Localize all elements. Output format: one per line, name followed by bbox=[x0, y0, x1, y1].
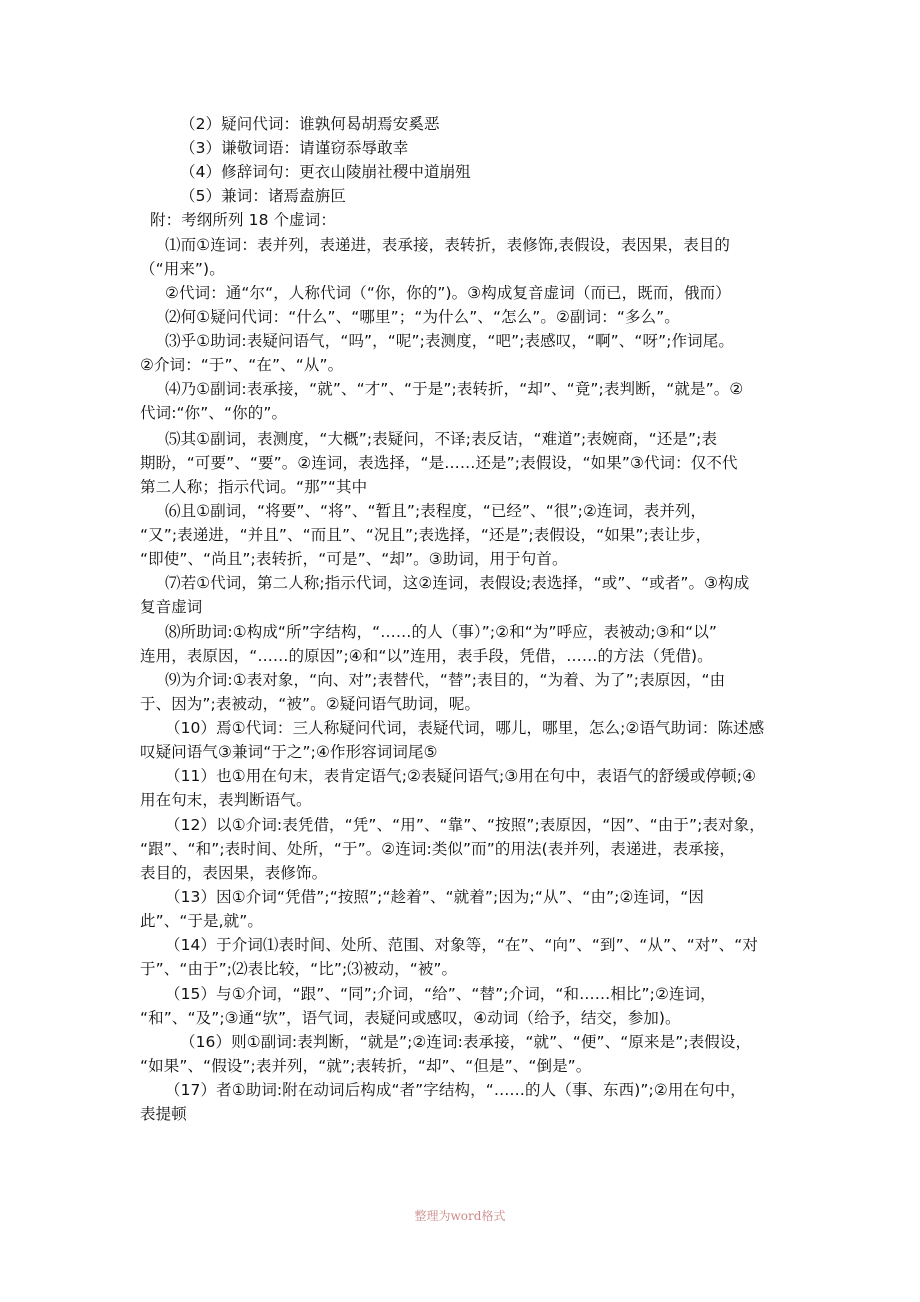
text-line: （15）与①介词，“跟”、“同”;介词，“给”、“替”;介词，“和……相比”;②连词， bbox=[165, 985, 716, 1003]
text-line: 复音虚词 bbox=[140, 598, 203, 616]
text-line: ⑷乃①副词:表承接，“就”、“才”、“于是”;表转折，“却”、“竟”;表判断，“就是”。② bbox=[165, 380, 744, 398]
text-line: “又”;表递进，“并且”、“而且”、“况且”;表选择，“还是”;表假设，“如果”;表让步， bbox=[140, 526, 712, 544]
text-line: ⑴而①连词：表并列，表递进，表承接，表转折，表修饰,表假设，表因果，表目的 bbox=[165, 236, 731, 254]
text-line: 用在句末，表判断语气。 bbox=[140, 791, 312, 809]
text-line: 于”、“由于”;⑵表比较，“比”;⑶被动，“被”。 bbox=[140, 960, 458, 978]
text-line: （4）修辞词句：更衣山陵崩社稷中道崩殂 bbox=[180, 163, 471, 181]
text-line: （“用来”)。 bbox=[140, 260, 225, 278]
text-line: ⑸其①副词，表测度，“大概”;表疑问，不译;表反诘，“难道”;表婉商，“还是”;表 bbox=[165, 430, 718, 448]
text-line: （11）也①用在句末，表肯定语气;②表疑问语气;③用在句中，表语气的舒缓或停顿;④ bbox=[165, 767, 757, 785]
text-line: ⑺若①代词，第二人称;指示代词，这②连词，表假设;表选择，“或”、“或者”。③构成 bbox=[165, 574, 750, 592]
page-footer: 整理为word格式 bbox=[414, 1209, 506, 1223]
text-line: （5）兼词：诸焉盍旃叵 bbox=[180, 187, 346, 205]
text-line: 此”、“于是,就”。 bbox=[140, 912, 264, 930]
text-line: ⑻所助词:①构成“所”字结构，“……的人（事）”;②和“为”呼应，表被动;③和“以” bbox=[165, 623, 718, 641]
text-line: ②介词：“于”、“在”、“从”。 bbox=[140, 356, 344, 374]
text-line: ⑼为介词:①表对象，“向、对”;表替代，“替”;表目的，“为着、为了”;表原因，“由 bbox=[165, 671, 726, 689]
text-line: （12）以①介词:表凭借，“凭”、“用”、“靠”、“按照”;表原因，“因”、“由于”;表对象， bbox=[165, 816, 765, 834]
text-line: ⑹且①副词，“将要”、“将”、“暂且”;表程度，“已经”、“很”;②连词，表并列， bbox=[165, 502, 707, 520]
text-line: （14）于介词⑴表时间、处所、范围、对象等，“在”、“向”、“到”、“从”、“对”、“对 bbox=[165, 936, 758, 954]
text-line: “和”、“及”;③通“欤”，语气词，表疑问或感叹，④动词（给予，结交，参加)。 bbox=[140, 1009, 681, 1027]
text-line: （2）疑问代词：谁孰何曷胡焉安奚恶 bbox=[180, 115, 440, 133]
text-line: （17）者①助词:附在动词后构成“者”字结构，“……的人（事、东西)”;②用在句中， bbox=[165, 1081, 746, 1099]
text-line: 连用，表原因，“……的原因”;④和“以”连用，表手段，凭借，……的方法（凭借)。 bbox=[140, 647, 713, 665]
text-line: ⑵何①疑问代词：“什么”、“哪里”；“为什么”、“怎么”。②副词：“多么”。 bbox=[165, 308, 680, 326]
text-line: ②代词：通“尔“，人称代词（“你，你的”)。③构成复音虚词（而已，既而，俄而） bbox=[165, 284, 731, 302]
text-line: “如果”、“假设”;表并列，“就”;表转折，“却”、“但是”、“倒是”。 bbox=[140, 1057, 592, 1075]
text-line: “跟”、“和”;表时间、处所，“于”。②连词:类似”而”的用法(表并列，表递进，表承接， bbox=[140, 840, 736, 858]
text-line: 叹疑问语气③兼词“于之”;④作形容词词尾⑤ bbox=[140, 743, 438, 761]
text-line: 代词:“你”、“你的”。 bbox=[140, 404, 288, 422]
text-line: （3）谦敬词语：请谨窃忝辱敢幸 bbox=[180, 139, 409, 157]
text-line: 附：考纲所列 18 个虚词： bbox=[150, 211, 336, 229]
text-line: （16）则①副词:表判断，“就是”;②连词:表承接，“就”、“便”、“原来是”;表假设， bbox=[180, 1033, 752, 1051]
text-line: （10）焉①代词：三人称疑问代词，表疑代词，哪儿，哪里，怎么;②语气助词：陈述感 bbox=[165, 719, 765, 737]
text-line: “即使”、“尚且”;表转折，“可是”、“却”。③助词，用于句首。 bbox=[140, 550, 568, 568]
text-line: 第二人称；指示代词。“那”“其中 bbox=[140, 478, 368, 496]
text-line: ⑶乎①助词:表疑问语气，“吗”，“呢”;表测度，“吧”;表感叹，“啊”、“呀”;作词尾。 bbox=[165, 332, 734, 350]
text-line: 于、因为”;表被动，“被”。②疑问语气助词，呢。 bbox=[140, 695, 481, 713]
text-line: （13）因①介词“凭借”;“按照”;“趁着”、“就着”;因为;“从”、“由”;②连词，“因 bbox=[165, 888, 705, 906]
text-line: 表目的，表因果，表修饰。 bbox=[140, 864, 328, 882]
text-line: 期盼，“可要”、“要”。②连词，表选择，“是……还是”;表假设，“如果”③代词：仅不代 bbox=[140, 454, 738, 472]
text-line: 表提顿 bbox=[140, 1105, 187, 1123]
